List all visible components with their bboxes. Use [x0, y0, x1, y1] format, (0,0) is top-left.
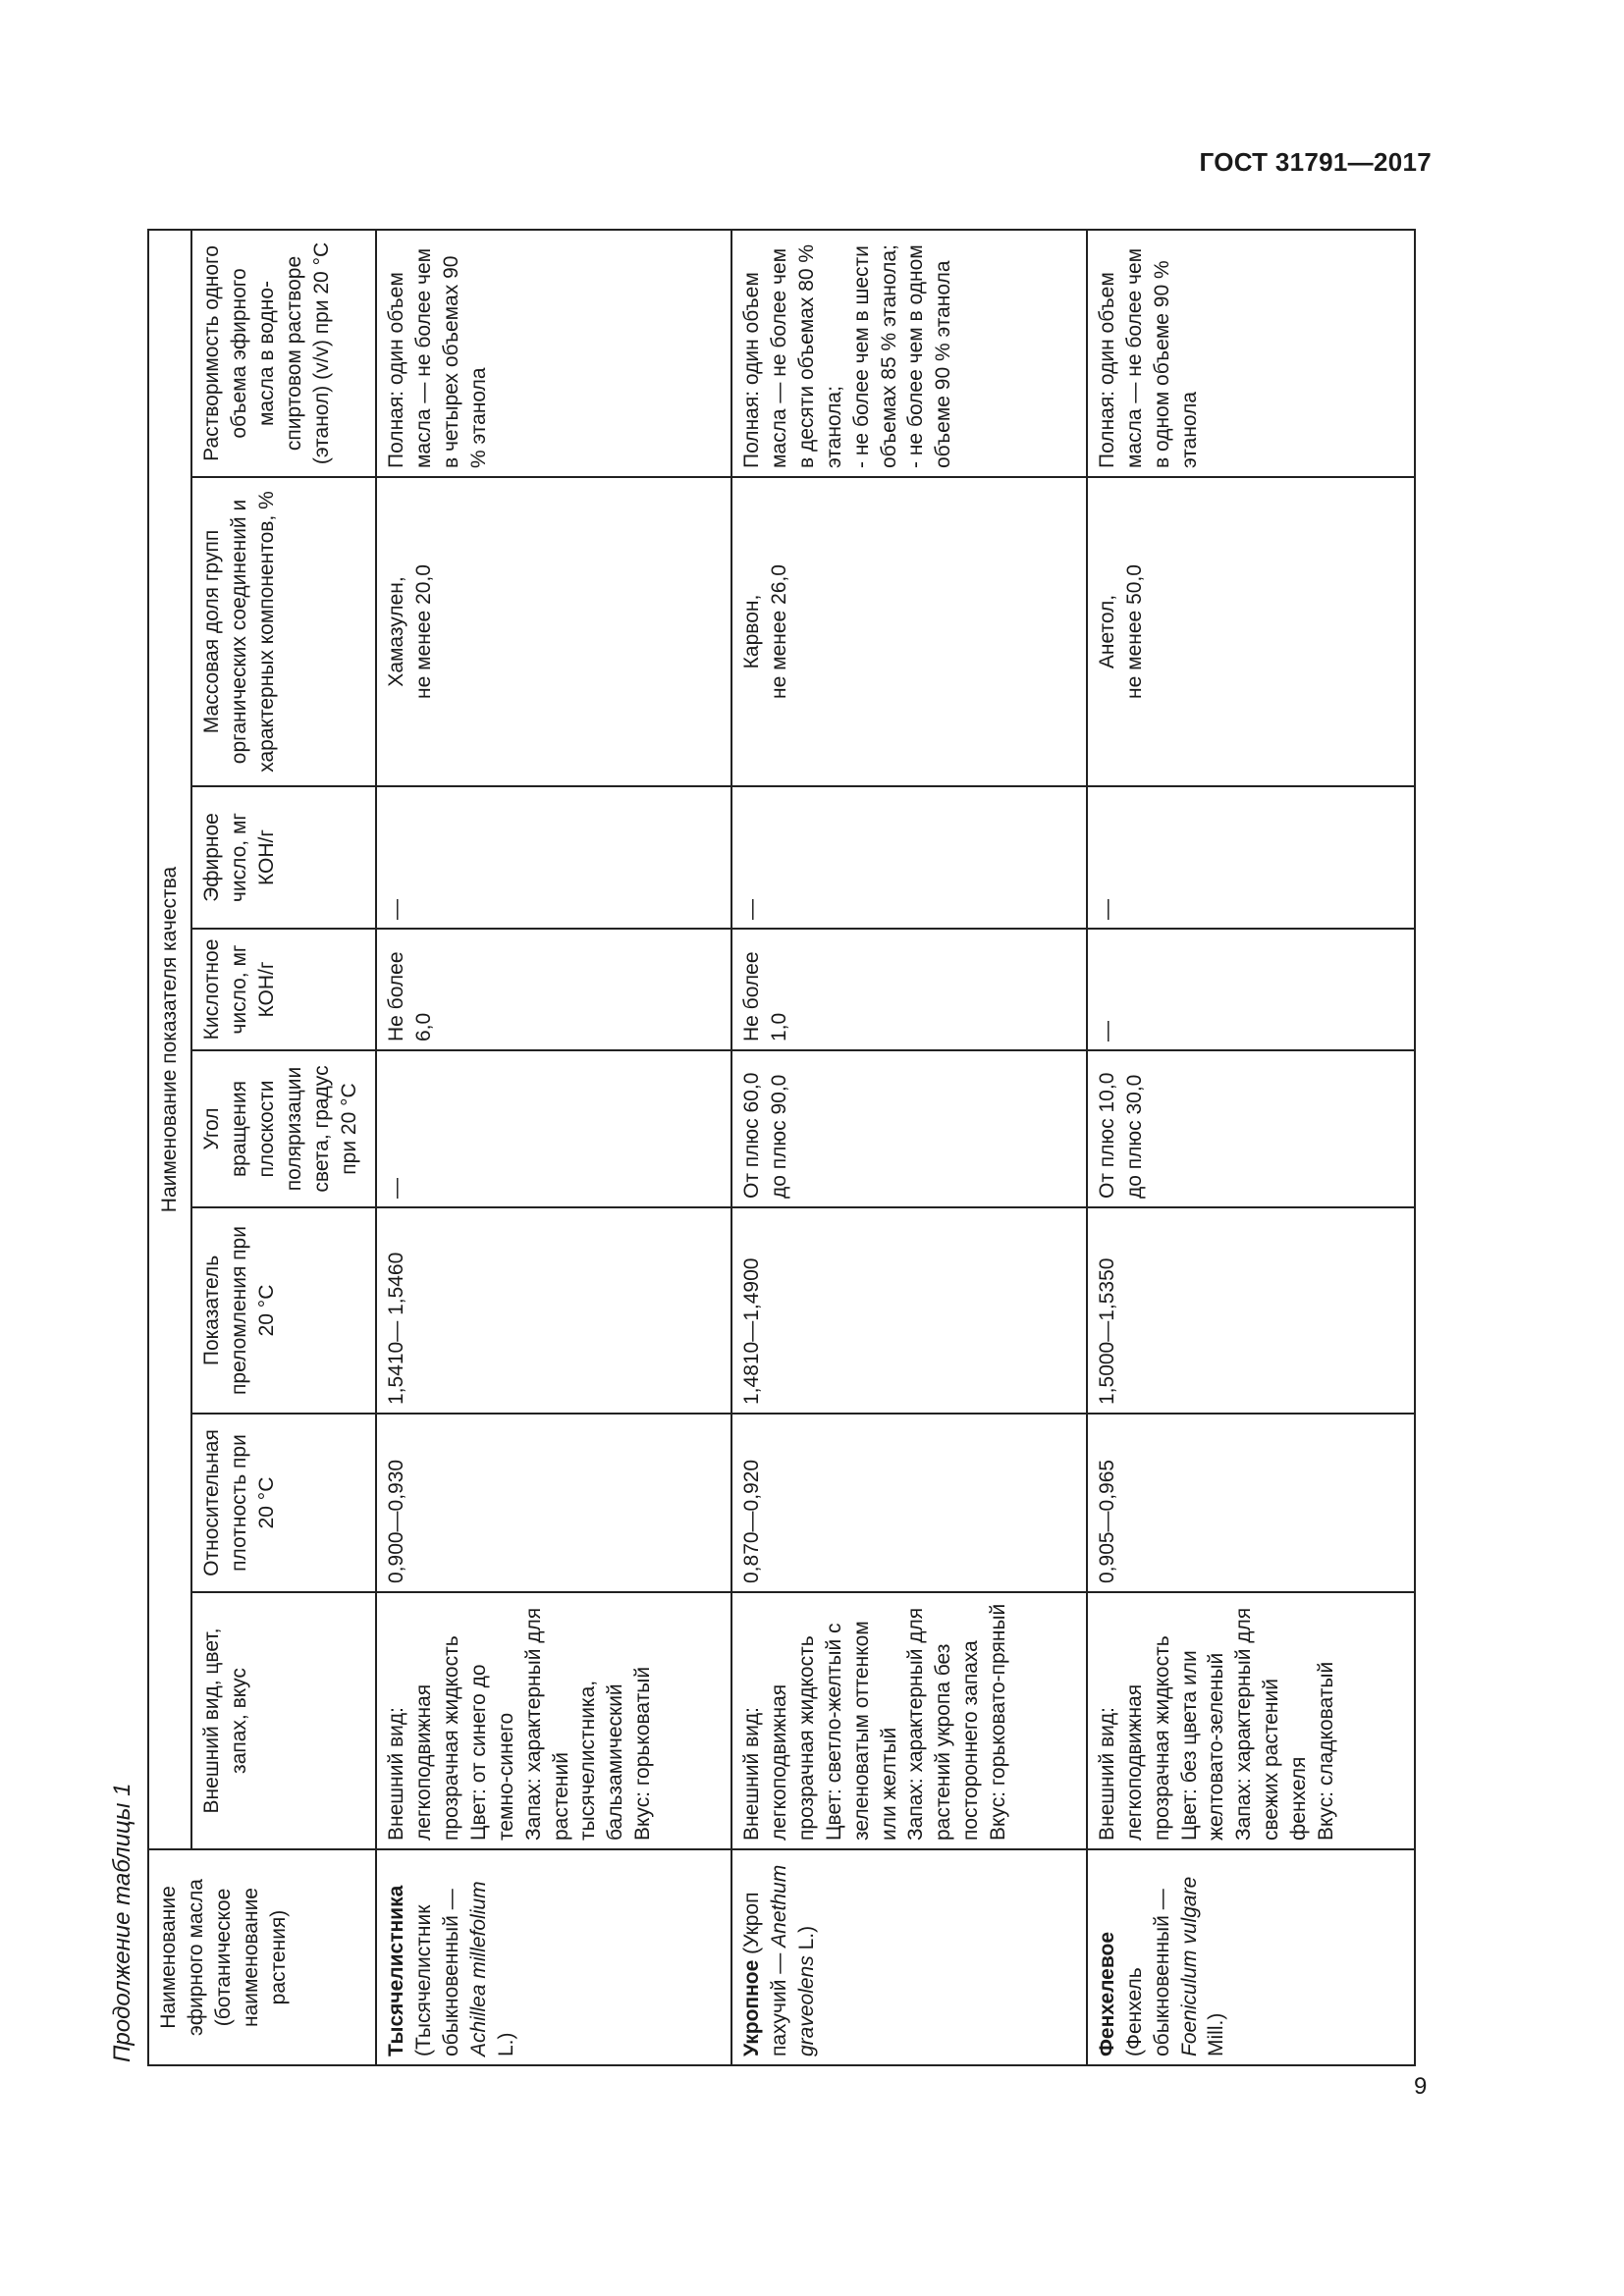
solubility-line: Полная: один объем масла — не более чем в десяти объемах 80 % этанола;	[739, 243, 845, 468]
solubility-line: - не более чем в одном объеме 90 % этанола	[904, 244, 955, 468]
latin-name: Anethum graveolens	[767, 1864, 818, 2056]
solubility-cell	[1087, 230, 1415, 477]
solubility-line: - не более чем в шести объемах 85 % этанола;	[849, 244, 900, 468]
botanical-name: (Укроп пахучий —	[739, 1892, 790, 2056]
acid-cell: Не более 6,0	[376, 929, 731, 1050]
table-row	[376, 230, 731, 2065]
botanical-author: L.)	[494, 2032, 517, 2056]
appearance-line: Запах: характерный для свежих растений фенхеля	[1232, 1607, 1311, 1841]
appearance-line: Внешний вид: легкоподвижная прозрачная жидкость	[739, 1635, 818, 1841]
appearance-line: Вкус: горьковатый	[631, 1666, 655, 1841]
solubility-line: Полная: один объем масла — не более чем в одном объеме 90 % этанола	[1095, 247, 1201, 468]
mass-fraction-cell	[376, 477, 731, 786]
refraction-cell: 1,5410— 1,5460	[376, 1207, 731, 1414]
solubility-cell	[376, 230, 731, 477]
component-name: Анетол,	[1095, 594, 1118, 669]
table-row	[731, 230, 1087, 2065]
oil-name-cell	[1087, 1849, 1415, 2065]
rotation-cell: —	[376, 1050, 731, 1207]
page-number: 9	[1414, 2073, 1428, 2100]
appearance-line: Цвет: от синего до темно-синего	[466, 1664, 517, 1841]
oil-name: Фенхелевое	[1095, 1931, 1118, 2056]
appearance-cell	[376, 1592, 731, 1849]
header-name: Наименование эфирного масла (ботаническое наименование растения)	[148, 1849, 376, 2065]
appearance-line: Запах: характерный для растений укропа без постороннего запаха	[904, 1607, 983, 1841]
density-cell: 0,900—0,930	[376, 1414, 731, 1592]
quality-table	[147, 229, 1416, 2066]
header-rotation: Угол вращения плоскости поляризации света, градус при 20 °С	[191, 1050, 376, 1207]
density-cell: 0,870—0,920	[731, 1414, 1087, 1592]
table-caption: Продолжение таблицы 1	[109, 1783, 135, 2062]
rotated-table-block	[108, 231, 1426, 2066]
latin-name: Foeniculum vulgare	[1177, 1876, 1201, 2056]
refraction-cell: 1,4810—1,4900	[731, 1207, 1087, 1414]
header-quality-group: Наименование показателя качества	[148, 230, 191, 1849]
refraction-cell: 1,5000—1,5350	[1087, 1207, 1415, 1414]
component-value: не менее 50,0	[1122, 564, 1146, 699]
appearance-line: Вкус: горьковато-пряный	[987, 1603, 1010, 1841]
acid-cell: Не более 1,0	[731, 929, 1087, 1050]
standard-header: ГОСТ 31791—2017	[1199, 147, 1432, 177]
oil-name-cell	[376, 1849, 731, 2065]
appearance-line: Внешний вид: легкоподвижная прозрачная жидкость	[385, 1635, 462, 1841]
ester-cell: —	[1087, 786, 1415, 929]
oil-name: Тысячелистника	[385, 1885, 407, 2056]
oil-name-cell	[731, 1849, 1087, 2065]
rotation-cell: От плюс 10,0 до плюс 30,0	[1087, 1050, 1415, 1207]
ester-cell: —	[731, 786, 1087, 929]
mass-fraction-cell	[1087, 477, 1415, 786]
appearance-line: Запах: характерный для растений тысячелистника, бальзамический	[521, 1607, 627, 1841]
component-name: Карвон,	[739, 594, 763, 669]
density-cell: 0,905—0,965	[1087, 1414, 1415, 1592]
header-appearance: Внешний вид, цвет, запах, вкус	[191, 1592, 376, 1849]
latin-name: Achillea millefolium	[466, 1881, 490, 2056]
component-value: не менее 26,0	[767, 564, 790, 699]
botanical-author: Mill.)	[1205, 2012, 1228, 2056]
appearance-line: Цвет: светло-желтый с зеленоватым оттенком или желтый	[822, 1621, 900, 1841]
component-name: Хамазулен,	[385, 576, 407, 687]
solubility-cell	[731, 230, 1087, 477]
ester-cell: —	[376, 786, 731, 929]
table-row	[1087, 230, 1415, 2065]
appearance-cell	[1087, 1592, 1415, 1849]
component-value: не менее 20,0	[411, 564, 435, 699]
botanical-name: (Фенхель обыкновенный —	[1122, 1889, 1173, 2056]
oil-name: Укропное	[739, 1959, 763, 2056]
botanical-name: (Тысячелистник обыкновенный —	[411, 1889, 462, 2056]
acid-cell: —	[1087, 929, 1415, 1050]
appearance-cell	[731, 1592, 1087, 1849]
solubility-line: Полная: один объем масла — не более чем в четырех объемах 90 % этанола	[385, 247, 490, 468]
header-refraction: Показатель преломления при 20 °С	[191, 1207, 376, 1414]
appearance-line: Цвет: без цвета или желтовато-зеленый	[1177, 1650, 1228, 1841]
header-density: Относительная плотность при 20 °С	[191, 1414, 376, 1592]
appearance-line: Внешний вид: легкоподвижная прозрачная жидкость	[1095, 1635, 1173, 1841]
rotation-cell: От плюс 60,0 до плюс 90,0	[731, 1050, 1087, 1207]
header-ester: Эфирное число, мг КОН/г	[191, 786, 376, 929]
header-solubility: Растворимость одного объема эфирного масла в водно-спиртовом растворе (этанол) (v/v) при 20 °С	[191, 230, 376, 477]
botanical-author: L.)	[794, 1925, 818, 1950]
appearance-line: Вкус: сладковатый	[1315, 1661, 1338, 1841]
mass-fraction-cell	[731, 477, 1087, 786]
header-mass-fraction: Массовая доля групп органических соединений и характерных компонентов, %	[191, 477, 376, 786]
header-acid: Кислотное число, мг КОН/г	[191, 929, 376, 1050]
